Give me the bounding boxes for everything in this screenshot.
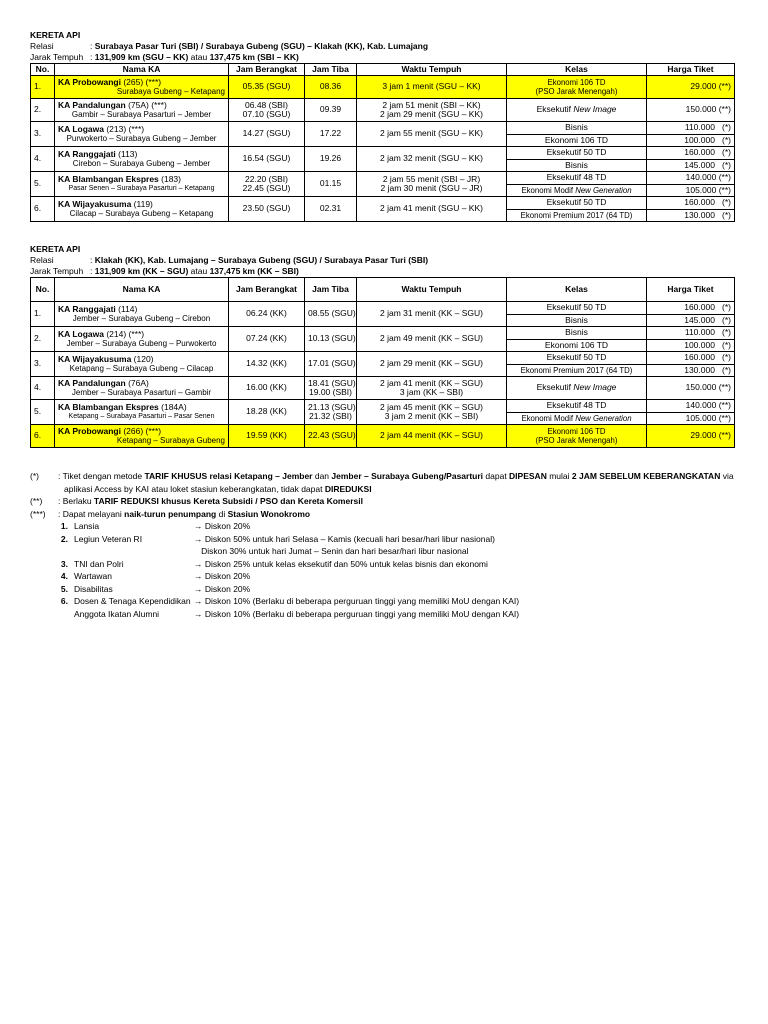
arrival-time: 08.55 (SGU) [305,302,357,327]
column-header: No. [31,64,55,76]
table-header [31,64,735,76]
column-header: Nama KA [55,278,229,302]
discount-item [30,595,750,608]
class-name: Eksekutif 50 TD [507,147,647,160]
discount-value: → Diskon 20% [194,583,251,594]
class-name: Ekonomi 106 TD (PSO Jarak Menengah) [507,425,647,448]
schedule-table-1 [30,63,735,222]
arrival-time: 22.43 (SGU) [305,425,357,448]
arrival-time: 01.15 [305,172,357,197]
table-row [31,377,735,400]
class-name: Eksekutif 48 TD [507,400,647,413]
column-header: Waktu Tempuh [357,64,507,76]
ticket-price: 140.000 (**) [647,400,735,413]
class-name: Bisnis [507,327,647,340]
departure-time: 07.24 (KK) [229,327,305,352]
column-header: Nama KA [55,64,229,76]
discount-list [30,520,750,620]
table-row [31,400,735,413]
class-name: Ekonomi Modif New Generation [507,412,647,425]
departure-time: 16.00 (KK) [229,377,305,400]
train-route: Gambir – Surabaya Pasarturi – Jember [71,110,212,119]
discount-value: → Diskon 10% (Berlaku di beberapa perguruan tinggi yang memiliki MoU dengan KAI) [194,608,520,619]
column-header: Kelas [507,64,647,76]
arrival-time: 17.01 (SGU) [305,352,357,377]
train-title: KA Pandalungan [58,377,126,388]
travel-duration: 2 jam 41 menit (SGU – KK) [357,197,507,222]
discount-item [30,520,750,533]
ticket-price: 150.000 (**) [647,377,735,400]
train-no: 4. [31,377,55,400]
class-name: Eksekutif 48 TD [507,172,647,185]
discount-item [30,545,750,558]
column-header: Jam Berangkat [229,64,305,76]
table-header [31,278,735,302]
class-name: Ekonomi 106 TD (PSO Jarak Menengah) [507,76,647,99]
relasi-label: Relasi [30,255,54,265]
train-title: KA Probowangi [58,76,121,87]
train-name: KA Blambangan Ekspres (184A) Ketapang – Surabaya Pasarturi – Pasar Senen [55,400,229,425]
arrival-time: 17.22 [305,122,357,147]
discount-value: → Diskon 10% (Berlaku di beberapa perguruan tinggi yang memiliki MoU dengan KAI) [194,596,520,606]
column-header: Waktu Tempuh [357,278,507,302]
discount-number: 5. [60,583,68,594]
column-header: Jam Berangkat [229,278,305,302]
travel-duration: 2 jam 29 menit (KK – SGU) [357,352,507,377]
discount-category: Lansia [74,521,100,531]
arrival-time: 09.39 [305,99,357,122]
relasi-value: Surabaya Pasar Turi (SBI) / Surabaya Gubeng (SGU) – Klakah (KK), Kab. Lumajang [94,41,429,51]
train-route: Ketapang – Surabaya Gubeng – Cilacap [69,364,214,373]
column-header: Jam Tiba [305,278,357,302]
train-no: 3. [31,122,55,147]
relasi-label: Relasi [30,41,54,51]
departure-time: 14.27 (SGU) [229,122,305,147]
travel-duration: 3 jam 1 menit (SGU – KK) [357,76,507,99]
travel-duration: 2 jam 31 menit (KK – SGU) [357,302,507,327]
discount-number [30,608,74,621]
departure-time: 14.32 (KK) [229,352,305,377]
discount-value: → Diskon 50% untuk hari Selasa – Kamis (kecuali hari besar/hari libur nasional) [194,533,495,544]
ticket-price: 145.000 (*) [647,314,735,327]
train-name: KA Logawa (214) (***) Jember – Surabaya Gubeng – Purwokerto [55,327,229,352]
departure-time: 06.24 (KK) [229,302,305,327]
jarak-value-1: 131,909 km (KK – SGU) [94,266,189,276]
arrival-time: 02.31 [305,197,357,222]
ticket-price: 29.000 (**) [647,425,735,448]
train-name: KA Probowangi (266) (***) Ketapang – Surabaya Gubeng [55,425,229,448]
discount-item [30,533,750,546]
train-name: KA Pandalungan (76A) Jember – Surabaya Pasarturi – Gambir [55,377,229,400]
departure-time: 22.20 (SBI) 22.45 (SGU) [229,172,305,197]
class-name: Eksekutif 50 TD [507,197,647,210]
train-route: Jember – Surabaya Gubeng – Cirebon [72,314,211,323]
discount-item [30,583,750,596]
section-1-heading: KERETA API [30,30,81,40]
departure-time: 06.48 (SBI) 07.10 (SGU) [229,99,305,122]
train-no: 2. [31,99,55,122]
table-row [31,352,735,365]
jarak-value-1: 131,909 km (SGU – KK) [94,52,189,62]
train-route: Purwokerto – Surabaya Gubeng – Jember [66,134,217,143]
train-no: 5. [31,400,55,425]
discount-item [30,558,750,571]
schedule-table-2 [30,277,735,448]
train-no: 1. [31,302,55,327]
ticket-price: 130.000 (*) [647,364,735,377]
table-row [31,122,735,135]
train-route: Cirebon – Surabaya Gubeng – Jember [72,159,211,168]
ticket-price: 160.000 (*) [647,352,735,365]
train-route: Jember – Surabaya Gubeng – Purwokerto [66,339,217,348]
train-title: KA Blambangan Ekspres [58,401,159,412]
departure-time: 23.50 (SGU) [229,197,305,222]
train-name: KA Pandalungan (75A) (***) Gambir – Surabaya Pasarturi – Jember [55,99,229,122]
ticket-price: 140.000 (**) [647,172,735,185]
train-no: 2. [31,327,55,352]
class-name: Ekonomi 106 TD [507,134,647,147]
discount-value: Diskon 30% untuk hari Jumat – Senin dan hari besar/hari libur nasional [194,546,469,556]
ticket-price: 160.000 (*) [647,197,735,210]
note-wonokromo: (***) : Dapat melayani naik-turun penumpang di Stasiun Wonokromo [30,508,311,519]
travel-duration: 2 jam 32 menit (SGU – KK) [357,147,507,172]
train-route: Jember – Surabaya Pasarturi – Gambir [71,388,212,397]
travel-duration: 2 jam 49 menit (KK – SGU) [357,327,507,352]
ticket-price: 160.000 (*) [647,302,735,315]
arrival-time: 18.41 (SGU) 19.00 (SBI) [305,377,357,400]
train-title: KA Ranggajati [58,148,116,159]
ticket-price: 105.000 (**) [647,184,735,197]
column-header: Jam Tiba [305,64,357,76]
jarak-sep: atau [190,52,208,62]
class-name: Eksekutif 50 TD [507,302,647,315]
travel-duration: 2 jam 51 menit (SBI – KK) 2 jam 29 menit (SGU – KK) [357,99,507,122]
table-row [31,76,735,99]
discount-category: Disabilitas [74,583,113,594]
train-title: KA Blambangan Ekspres [58,173,159,184]
jarak-value-2: 137,475 km (KK – SBI) [209,266,299,276]
train-no: 4. [31,147,55,172]
section-1-jarak: Jarak Tempuh : 131,909 km (SGU – KK) atau 137,475 km (SBI – KK) [30,52,299,62]
relasi-value: Klakah (KK), Kab. Lumajang – Surabaya Gubeng (SGU) / Surabaya Pasar Turi (SBI) [94,255,429,265]
discount-value: → Diskon 20% [194,521,251,531]
column-header: No. [31,278,55,302]
departure-time: 16.54 (SGU) [229,147,305,172]
section-2 [30,244,734,448]
discount-item [30,570,750,583]
train-no: 6. [31,197,55,222]
jarak-label: Jarak Tempuh [30,266,84,276]
table-row [31,99,735,122]
departure-time: 19.59 (KK) [229,425,305,448]
discount-category: Wartawan [74,571,112,581]
ticket-price: 29.000 (**) [647,76,735,99]
departure-time: 18.28 (KK) [229,400,305,425]
class-name: Eksekutif 50 TD [507,352,647,365]
column-header: Harga Tiket [647,278,735,302]
train-title: KA Logawa [58,328,104,339]
train-route: Cilacap – Surabaya Gubeng – Ketapang [69,209,214,218]
class-name: Bisnis [507,314,647,327]
travel-duration: 2 jam 41 menit (KK – SGU) 3 jam (KK – SBI) [357,377,507,400]
ticket-price: 100.000 (*) [647,134,735,147]
ticket-price: 150.000 (**) [647,99,735,122]
train-route: Surabaya Gubeng – Ketapang [116,87,225,96]
arrival-time: 19.26 [305,147,357,172]
train-title: KA Logawa [58,123,104,134]
discount-category: Anggota Ikatan Alumni [74,608,160,619]
discount-number [30,545,74,558]
column-header: Harga Tiket [647,64,735,76]
class-name: Bisnis [507,159,647,172]
section-2-relasi: Relasi : Klakah (KK), Kab. Lumajang – Surabaya Gubeng (SGU) / Surabaya Pasar Turi (SBI) [30,255,429,265]
jarak-label: Jarak Tempuh [30,52,84,62]
class-name: Ekonomi Modif New Generation [507,184,647,197]
section-1-relasi: Relasi : Surabaya Pasar Turi (SBI) / Surabaya Gubeng (SGU) – Klakah (KK), Kab. Lumajang [30,41,429,51]
arrival-time: 08.36 [305,76,357,99]
arrival-time: 10.13 (SGU) [305,327,357,352]
ticket-price: 130.000 (*) [647,209,735,222]
class-name: Ekonomi Premium 2017 (64 TD) [507,364,647,377]
train-no: 5. [31,172,55,197]
train-no: 3. [31,352,55,377]
train-name: KA Ranggajati (113) Cirebon – Surabaya Gubeng – Jember [55,147,229,172]
train-route: Pasar Senen – Surabaya Pasarturi – Ketapang [68,185,215,192]
discount-category: TNI dan Polri [74,558,124,569]
class-name: Ekonomi Premium 2017 (64 TD) [507,209,647,222]
ticket-price: 145.000 (*) [647,159,735,172]
train-route: Ketapang – Surabaya Pasarturi – Pasar Senen [68,413,215,420]
train-title: KA Wijayakusuma [58,198,132,209]
discount-number: 4. [60,571,68,581]
train-title: KA Probowangi [58,425,121,436]
section-1 [30,30,734,222]
travel-duration: 2 jam 55 menit (SBI – JR) 2 jam 30 menit (SGU – JR) [357,172,507,197]
discount-value: → Diskon 20% [194,571,251,581]
class-name: Bisnis [507,122,647,135]
train-no: 1. [31,76,55,99]
travel-duration: 2 jam 55 menit (SGU – KK) [357,122,507,147]
discount-number: 6. [60,596,68,606]
discount-value: → Diskon 25% untuk kelas eksekutif dan 50% untuk kelas bisnis dan ekonomi [194,558,488,569]
table-row [31,197,735,210]
class-name: Eksekutif New Image [507,377,647,400]
discount-category: Legiun Veteran RI [74,533,143,544]
column-header: Kelas [507,278,647,302]
section-2-jarak: Jarak Tempuh : 131,909 km (KK – SGU) atau 137,475 km (KK – SBI) [30,266,299,276]
discount-number: 1. [60,521,68,531]
train-name: KA Wijayakusuma (119) Cilacap – Surabaya Gubeng – Ketapang [55,197,229,222]
train-name: KA Logawa (213) (***) Purwokerto – Surabaya Gubeng – Jember [55,122,229,147]
discount-item [30,608,750,621]
jarak-sep: atau [190,266,208,276]
table-row [31,172,735,185]
discount-category: Dosen & Tenaga Kependidikan [74,596,191,606]
jarak-value-2: 137,475 km (SBI – KK) [209,52,299,62]
train-route: Ketapang – Surabaya Gubeng [116,436,225,445]
train-no: 6. [31,425,55,448]
train-title: KA Ranggajati [58,303,116,314]
ticket-price: 160.000 (*) [647,147,735,160]
discount-category [74,545,194,558]
discount-number: 2. [60,533,68,544]
train-name: KA Ranggajati (114) Jember – Surabaya Gubeng – Cirebon [55,302,229,327]
section-2-heading: KERETA API [30,244,81,254]
train-name: KA Probowangi (265) (***) Surabaya Gubeng – Ketapang [55,76,229,99]
footnotes [30,470,750,620]
arrival-time: 21.13 (SGU) 21.32 (SBI) [305,400,357,425]
ticket-price: 105.000 (**) [647,412,735,425]
travel-duration: 2 jam 44 menit (KK – SGU) [357,425,507,448]
discount-number: 3. [60,558,68,569]
table-row [31,425,735,448]
train-name: KA Blambangan Ekspres (183) Pasar Senen – Surabaya Pasarturi – Ketapang [55,172,229,197]
ticket-price: 100.000 (*) [647,339,735,352]
table-row [31,302,735,315]
ticket-price: 110.000 (*) [647,327,735,340]
departure-time: 05.35 (SGU) [229,76,305,99]
train-title: KA Wijayakusuma [58,353,132,364]
note-tarif-khusus: (*) : Tiket dengan metode TARIF KHUSUS relasi Ketapang – Jember dan Jember – Surabaya Gubeng/Pasarturi dapat DIPESAN mulai 2 JAM SEBELUM KEBERANGKATAN via aplikasi Access by KAI atau loket stasiun keberangkatan, tidak dapat DIREDUKSI [30,471,734,494]
travel-duration: 2 jam 45 menit (KK – SGU) 3 jam 2 menit (KK – SBI) [357,400,507,425]
class-name: Eksekutif New Image [507,99,647,122]
note-tarif-reduksi: (**) : Berlaku TARIF REDUKSI khusus Kereta Subsidi / PSO dan Kereta Komersil [30,496,363,506]
ticket-price: 110.000 (*) [647,122,735,135]
class-name: Ekonomi 106 TD [507,339,647,352]
train-title: KA Pandalungan [58,99,126,110]
train-name: KA Wijayakusuma (120) Ketapang – Surabaya Gubeng – Cilacap [55,352,229,377]
table-row [31,147,735,160]
table-row [31,327,735,340]
